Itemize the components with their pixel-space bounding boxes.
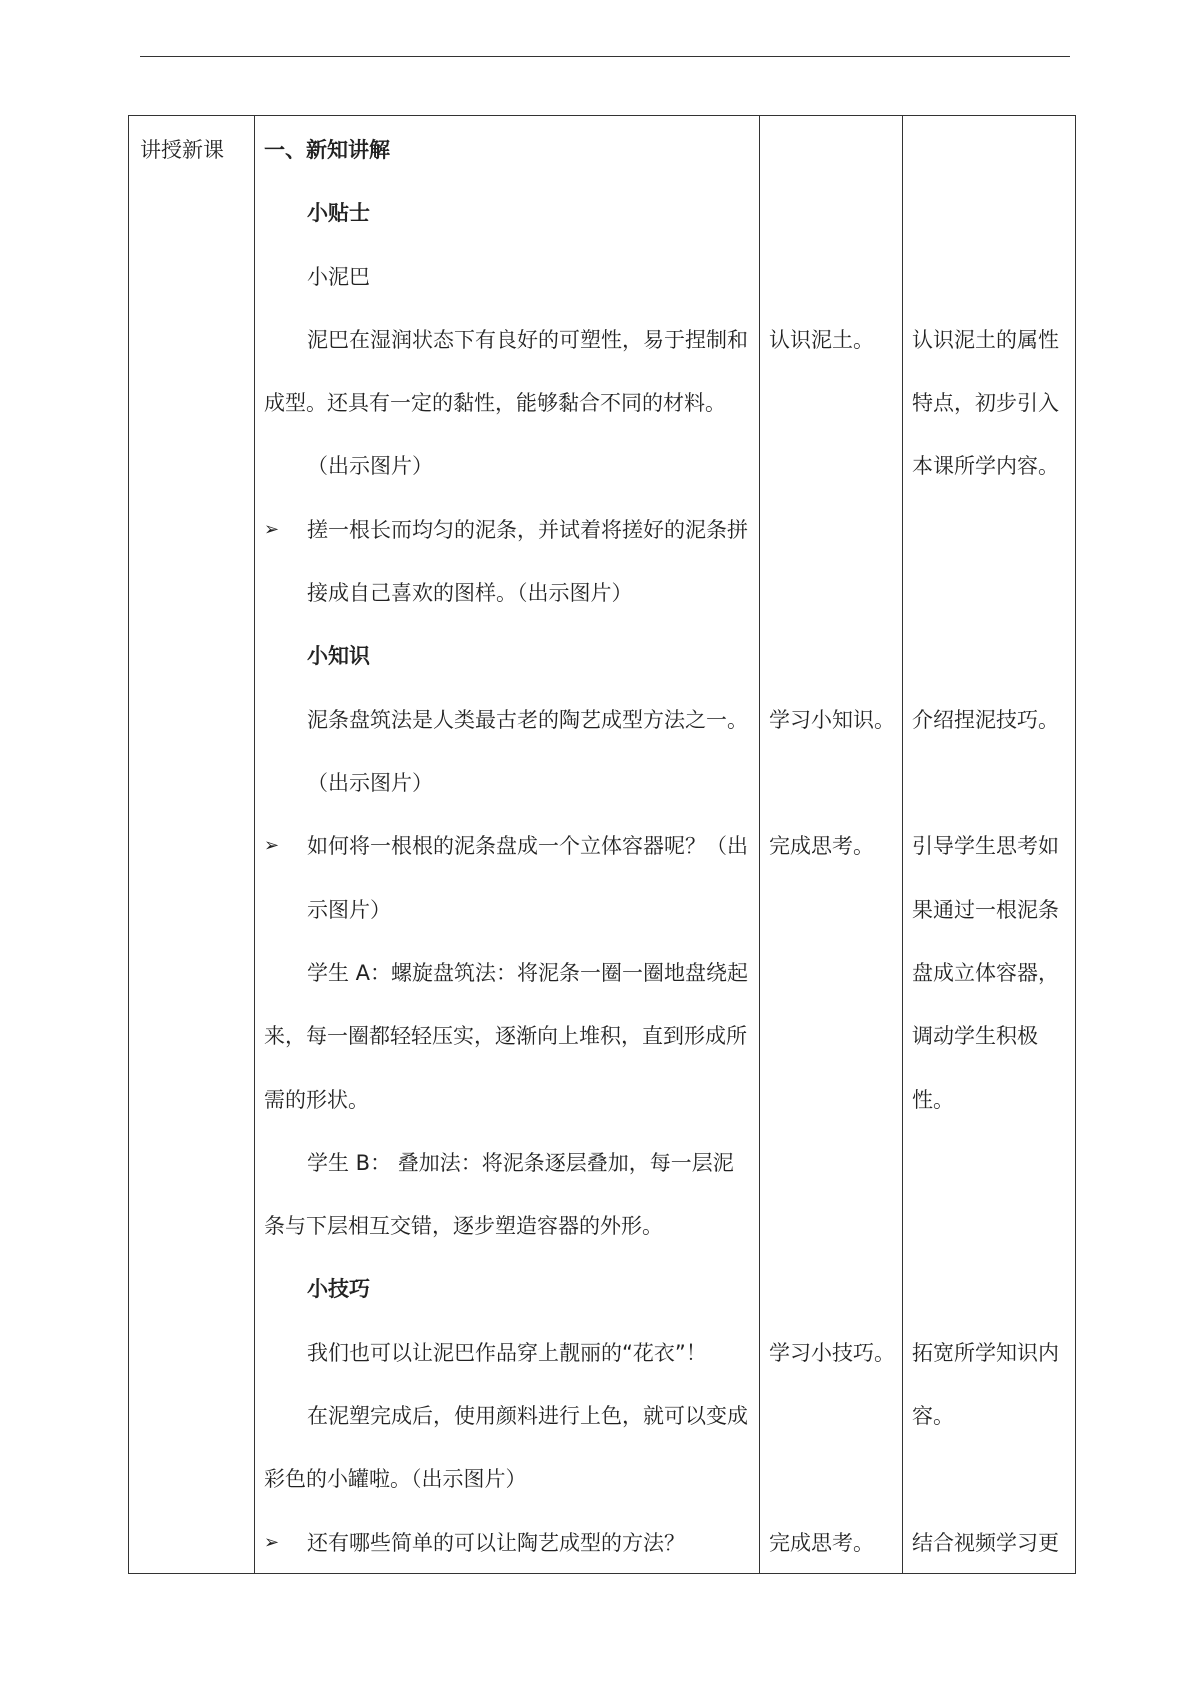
student-activity: 认识泥土。 (769, 328, 874, 352)
student-a-line-1: 学生 A：螺旋盘筑法：将泥条一圈一圈地盘绕起 (307, 961, 749, 985)
clay-desc-line-1: 泥巴在湿润状态下有良好的可塑性，易于捏制和 (307, 328, 748, 352)
skill-desc-line-3: 彩色的小罐啦。（出示图片） (264, 1467, 527, 1491)
design-intent: 认识泥土的属性 (912, 328, 1059, 352)
heading: 一、新知讲解 (264, 138, 390, 162)
student-b-line-2: 条与下层相互交错，逐步塑造容器的外形。 (264, 1214, 663, 1238)
design-intent: 结合视频学习更 (912, 1531, 1059, 1555)
design-intent: 介绍捏泥技巧。 (912, 708, 1059, 732)
student-activity: 完成思考。 (769, 1531, 874, 1555)
student-activity: 学习小知识。 (769, 708, 895, 732)
bullet-arrow-icon: ➢ (264, 1532, 280, 1553)
student-a-line-3: 需的形状。 (264, 1088, 369, 1112)
task-line-2: 接成自己喜欢的图样。（出示图片） (307, 581, 633, 605)
design-intent: 特点，初步引入 (912, 391, 1059, 415)
design-intent: 盘成立体容器， (912, 961, 1059, 985)
student-b-line-1: 学生 B： 叠加法：将泥条逐层叠加，每一层泥 (307, 1151, 734, 1175)
student-activity: 完成思考。 (769, 834, 874, 858)
clay-desc-line-2: 成型。还具有一定的黏性，能够黏合不同的材料。 (264, 391, 726, 415)
column-divider-1 (254, 116, 255, 1573)
knowledge-title: 小知识 (307, 644, 370, 668)
section-label: 讲授新课 (140, 138, 224, 162)
design-intent: 果通过一根泥条 (912, 898, 1059, 922)
bullet-arrow-icon: ➢ (264, 835, 280, 856)
show-picture-note: （出示图片） (307, 771, 433, 795)
skill-title: 小技巧 (307, 1277, 370, 1301)
design-intent: 拓宽所学知识内 (912, 1341, 1059, 1365)
skill-desc-line-1: 我们也可以让泥巴作品穿上靓丽的“花衣”！ (307, 1341, 707, 1365)
clay-title: 小泥巴 (307, 265, 370, 289)
question-line-1: 如何将一根根的泥条盘成一个立体容器呢？（出 (307, 834, 748, 858)
design-intent: 性。 (912, 1088, 954, 1112)
design-intent: 本课所学内容。 (912, 454, 1059, 478)
column-divider-3 (902, 116, 903, 1573)
design-intent: 引导学生思考如 (912, 834, 1059, 858)
show-picture-note: （出示图片） (307, 454, 433, 478)
student-activity: 学习小技巧。 (769, 1341, 895, 1365)
skill-desc-line-2: 在泥塑完成后，使用颜料进行上色，就可以变成 (307, 1404, 748, 1428)
bullet-arrow-icon: ➢ (264, 519, 280, 540)
question-2: 还有哪些简单的可以让陶艺成型的方法？ (307, 1531, 685, 1555)
tip-title: 小贴士 (307, 201, 370, 225)
task-line-1: 搓一根长而均匀的泥条，并试着将搓好的泥条拼 (307, 518, 748, 542)
knowledge-desc: 泥条盘筑法是人类最古老的陶艺成型方法之一。 (307, 708, 748, 732)
student-a-line-2: 来，每一圈都轻轻压实，逐渐向上堆积，直到形成所 (264, 1024, 747, 1048)
column-divider-2 (759, 116, 760, 1573)
question-line-2: 示图片） (307, 898, 391, 922)
design-intent: 容。 (912, 1404, 954, 1428)
header-rule (140, 56, 1070, 57)
design-intent: 调动学生积极 (912, 1024, 1038, 1048)
